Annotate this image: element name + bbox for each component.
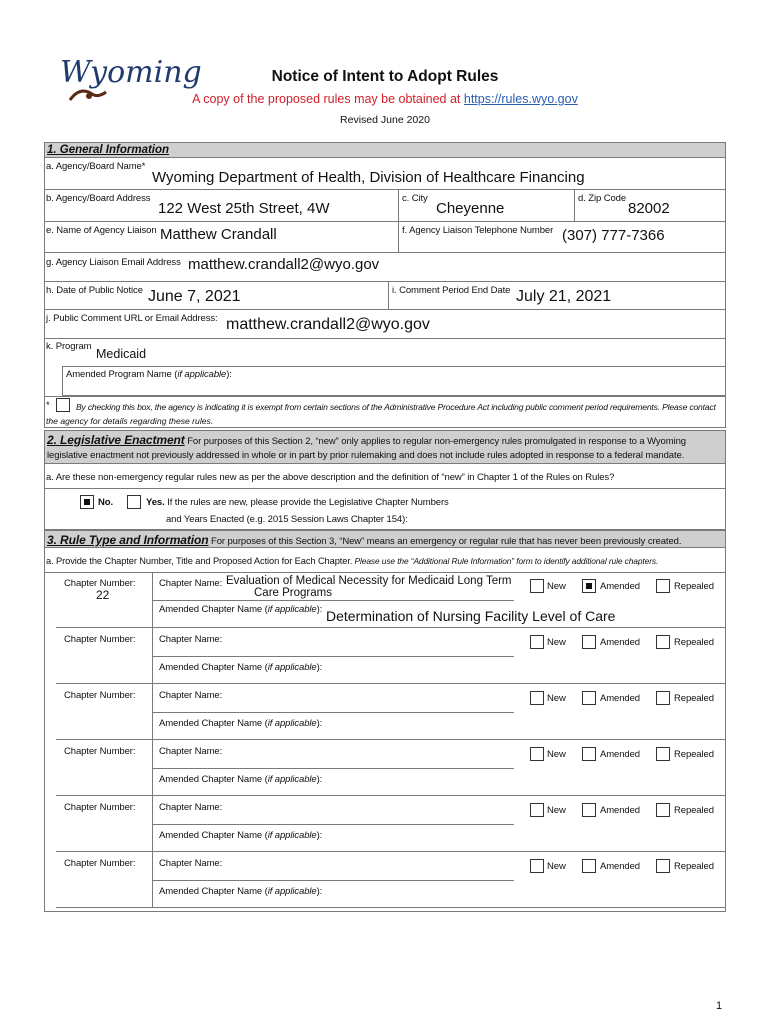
yes-text-2: and Years Enacted (e.g. 2015 Session Laws Chapter 154): — [166, 514, 408, 525]
amended-label: Amended — [600, 637, 640, 648]
chapter-number-label: Chapter Number: — [64, 746, 136, 757]
chapter-block — [44, 684, 726, 740]
section1-header — [44, 142, 726, 158]
amended-row-line — [152, 768, 514, 769]
chapter-block — [44, 852, 726, 908]
public-comment-label: j. Public Comment URL or Email Address: — [46, 313, 218, 324]
amended-row-line — [152, 600, 514, 601]
page-title: Notice of Intent to Adopt Rules — [271, 68, 499, 85]
yes-text: If the rules are new, please provide the Legislative Chapter Numbers — [164, 497, 449, 508]
chapter-name-label: Chapter Name: — [159, 634, 223, 645]
repealed-label: Repealed — [674, 749, 714, 760]
amended-checkbox[interactable] — [582, 859, 596, 873]
chapter-instruction-note: Please use the “Additional Rule Information” form to identify additional rule chapters. — [352, 556, 659, 566]
chapter-block — [44, 628, 726, 684]
chapter-instruction: a. Provide the Chapter Number, Title and Proposed Action for Each Chapter. — [46, 556, 353, 566]
comment-end-date-label: i. Comment Period End Date — [392, 285, 511, 296]
new-label: New — [547, 861, 566, 872]
agency-address-label: b. Agency/Board Address — [46, 193, 151, 204]
repealed-checkbox[interactable] — [656, 635, 670, 649]
svg-text:Wyoming: Wyoming — [60, 55, 202, 90]
comment-end-date-field[interactable]: July 21, 2021 — [516, 288, 612, 305]
new-label: New — [547, 581, 566, 592]
new-label: New — [547, 749, 566, 760]
page-number: 1 — [716, 1000, 723, 1012]
chapter-number-label: Chapter Number: — [64, 578, 136, 589]
asterisk: * — [46, 400, 50, 411]
repealed-checkbox[interactable] — [656, 747, 670, 761]
public-notice-date-label: h. Date of Public Notice — [46, 285, 143, 296]
chapter-block — [44, 572, 726, 628]
col-line — [398, 189, 399, 252]
rules-link-line — [0, 92, 770, 106]
chapter-instruction-line — [46, 556, 658, 566]
exempt-note: By checking this box, the agency is indicating it is exempt from certain sections of the Administrative Procedure Act including public comment period requirements. Please contact — [76, 402, 716, 412]
rules-link[interactable]: https://rules.wyo.gov — [463, 92, 578, 106]
chapter-name-label: Chapter Name: — [159, 746, 223, 757]
amended-name-label: Amended Chapter Name (if applicable): — [159, 830, 323, 841]
chapter-number-label: Chapter Number: — [64, 634, 136, 645]
new-checkbox[interactable] — [530, 859, 544, 873]
chapter-block — [44, 740, 726, 796]
repealed-label: Repealed — [674, 861, 714, 872]
amended-name-label: Amended Chapter Name (if applicable): — [159, 774, 323, 785]
new-label: New — [547, 693, 566, 704]
chapter-number-label: Chapter Number: — [64, 858, 136, 869]
row-line — [44, 338, 726, 339]
liaison-email-field[interactable]: matthew.crandall2@wyo.gov — [188, 256, 380, 273]
program-field[interactable]: Medicaid — [96, 347, 147, 361]
amended-checkbox[interactable] — [582, 747, 596, 761]
yes-checkbox[interactable] — [127, 495, 141, 509]
amended-name-label: Amended Chapter Name (if applicable): — [159, 662, 323, 673]
row-line — [44, 309, 726, 310]
chapter-name-line1: Evaluation of Medical Necessity for Medicaid Long Term — [226, 575, 512, 587]
amended-checkbox[interactable] — [582, 579, 596, 593]
amended-label: Amended — [600, 861, 640, 872]
repealed-checkbox[interactable] — [656, 803, 670, 817]
chapter-block — [44, 796, 726, 852]
chapter-number-label: Chapter Number: — [64, 690, 136, 701]
amended-checkbox[interactable] — [582, 803, 596, 817]
amended-row-line — [152, 824, 514, 825]
chapter-name-label: Chapter Name: — [159, 858, 223, 869]
amended-row-line — [152, 880, 514, 881]
new-checkbox[interactable] — [530, 691, 544, 705]
amended-name-label: Amended Chapter Name (if applicable): — [159, 604, 323, 615]
chapter-name-field[interactable] — [226, 575, 512, 599]
amended-checkbox[interactable] — [582, 635, 596, 649]
new-label: New — [547, 805, 566, 816]
amended-name-field[interactable]: Determination of Nursing Facility Level of Care — [326, 608, 616, 624]
col-line — [574, 189, 575, 221]
chapter-number-label: Chapter Number: — [64, 802, 136, 813]
section1-heading: 1. General Information — [47, 144, 170, 156]
col-line — [388, 281, 389, 309]
agency-name-label: a. Agency/Board Name* — [46, 161, 146, 172]
row-line — [44, 189, 726, 190]
amended-checkbox[interactable] — [582, 691, 596, 705]
repealed-label: Repealed — [674, 581, 714, 592]
no-label: No. — [98, 497, 114, 508]
section3-intro: For purposes of this Section 3, “New” means an emergency or regular rule that has never been previously created. — [208, 536, 682, 547]
new-checkbox[interactable] — [530, 635, 544, 649]
amended-label: Amended — [600, 581, 640, 592]
new-rules-question: a. Are these non-emergency regular rules new as per the above description and the definition of “new” in Chapter 1 of the Rules on Rules? — [46, 472, 615, 483]
chapter-name-label: Chapter Name: — [159, 802, 223, 813]
amended-name-label: Amended Chapter Name (if applicable): — [159, 718, 323, 729]
exempt-note-2: the agency for details regarding these rules. — [46, 416, 214, 426]
amended-label: Amended — [600, 693, 640, 704]
repealed-label: Repealed — [674, 637, 714, 648]
amended-name-label: Amended Chapter Name (if applicable): — [159, 886, 323, 897]
row-line — [44, 488, 726, 489]
liaison-name-label: e. Name of Agency Liaison — [46, 225, 157, 236]
agency-address-field[interactable]: 122 West 25th Street, 4W — [158, 200, 330, 217]
row-line — [44, 252, 726, 253]
program-label: k. Program — [46, 341, 92, 352]
repealed-checkbox[interactable] — [656, 859, 670, 873]
chapter-number-field[interactable]: 22 — [96, 588, 110, 602]
zip-label: d. Zip Code — [578, 193, 627, 204]
section2-intro-2: legislative enactment not previously addressed in whole or in part by prior rulemaking and does not include rules adopted in response to a federal mandate. — [47, 450, 685, 461]
new-checkbox[interactable] — [530, 803, 544, 817]
city-field[interactable]: Cheyenne — [436, 200, 505, 217]
section2-intro: For purposes of this Section 2, “new” only applies to regular non-emergency rules promulgated in response to a Wyoming — [184, 436, 686, 447]
amended-row-line — [152, 656, 514, 657]
chapter-name-label: Chapter Name: — [159, 578, 223, 589]
section2-header — [44, 430, 726, 464]
yes-label-line — [146, 497, 449, 508]
amended-row-line — [152, 712, 514, 713]
new-label: New — [547, 637, 566, 648]
subtitle-text: A copy of the proposed rules may be obtained at — [192, 92, 464, 106]
liaison-phone-field[interactable]: (307) 777-7366 — [562, 227, 665, 244]
public-comment-field[interactable]: matthew.crandall2@wyo.gov — [226, 316, 430, 333]
row-line — [44, 281, 726, 282]
repealed-checkbox[interactable] — [656, 579, 670, 593]
chapter-name-line2: Care Programs — [254, 587, 332, 599]
section2-heading: 2. Legislative Enactment — [47, 433, 185, 447]
liaison-phone-label: f. Agency Liaison Telephone Number — [402, 225, 554, 236]
no-checkbox[interactable] — [80, 495, 94, 509]
new-checkbox[interactable] — [530, 747, 544, 761]
row-line — [44, 396, 726, 397]
row-line — [44, 221, 726, 222]
liaison-name-field[interactable]: Matthew Crandall — [160, 226, 277, 243]
amended-label: Amended — [600, 749, 640, 760]
revised-date: Revised June 2020 — [340, 114, 430, 126]
exempt-checkbox[interactable] — [56, 398, 70, 412]
repealed-checkbox[interactable] — [656, 691, 670, 705]
agency-name-field[interactable]: Wyoming Department of Health, Division of Healthcare Financing — [152, 169, 585, 186]
amended-program-label: Amended Program Name (if applicable): — [66, 369, 232, 380]
city-label: c. City — [402, 193, 428, 204]
repealed-label: Repealed — [674, 693, 714, 704]
section3-header — [44, 530, 726, 548]
public-notice-date-field[interactable]: June 7, 2021 — [148, 288, 241, 305]
yes-label: Yes. — [146, 497, 165, 508]
amended-label: Amended — [600, 805, 640, 816]
new-checkbox[interactable] — [530, 579, 544, 593]
section3-heading: 3. Rule Type and Information — [47, 533, 209, 547]
liaison-email-label: g. Agency Liaison Email Address — [46, 257, 181, 268]
chapter-name-label: Chapter Name: — [159, 690, 223, 701]
repealed-label: Repealed — [674, 805, 714, 816]
zip-field[interactable]: 82002 — [628, 200, 670, 217]
